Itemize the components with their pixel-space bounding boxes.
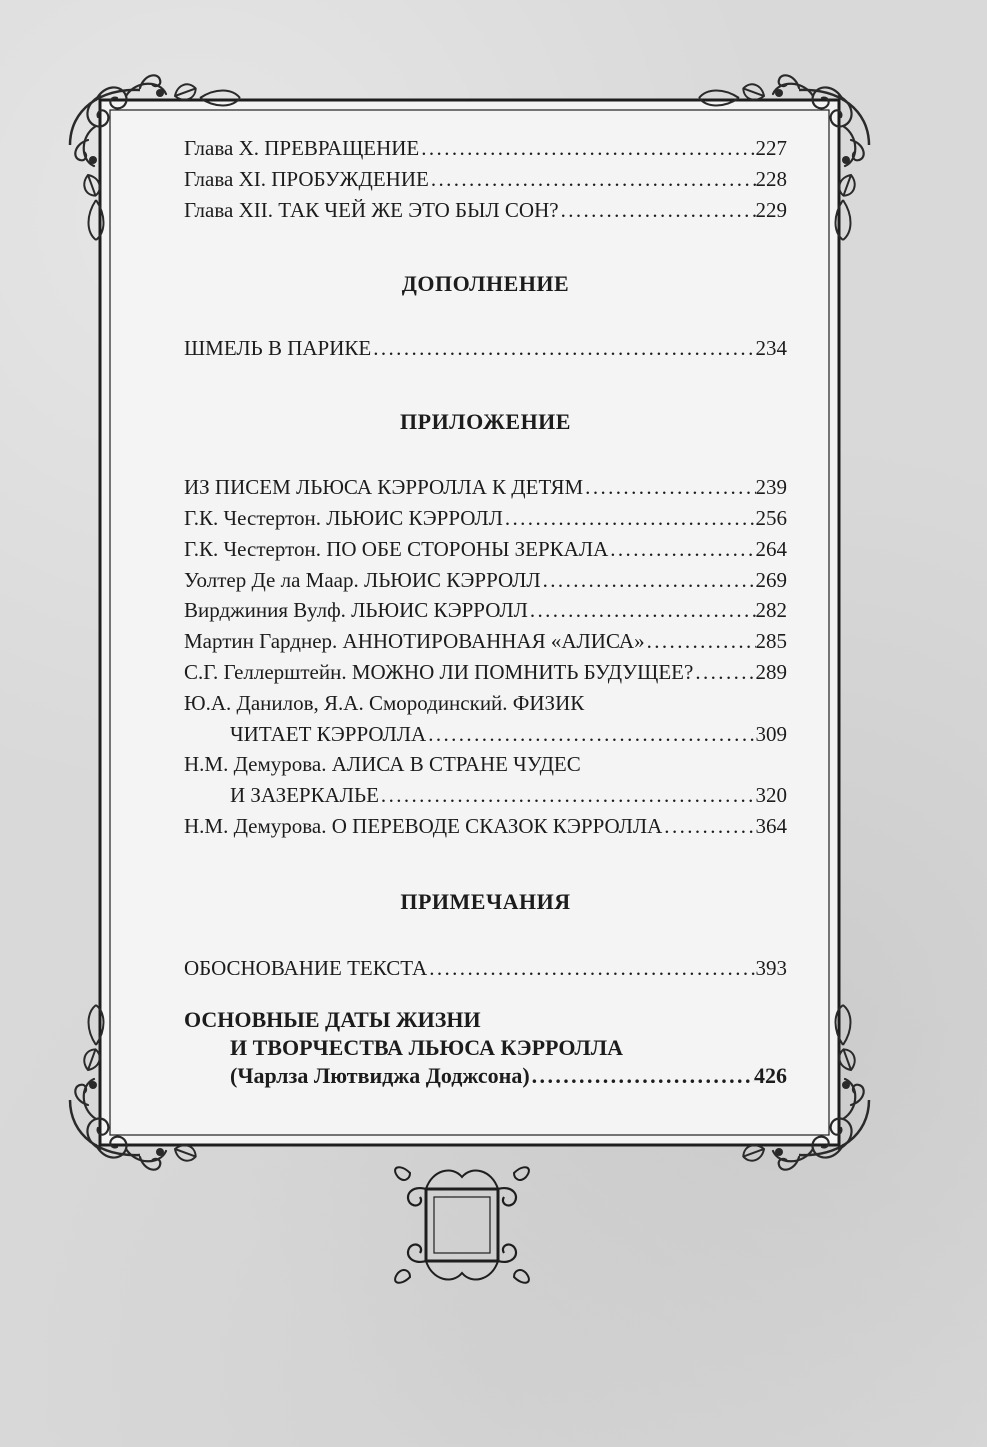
toc-leader-dots <box>419 133 755 164</box>
toc-page-number: 309 <box>755 721 787 746</box>
toc-page-number: 364 <box>755 813 787 838</box>
toc-entry-title-line1: Ю.А. Данилов, Я.А. Смородинский. ФИЗИК <box>184 690 585 715</box>
table-of-contents <box>184 133 787 1090</box>
toc-entry-title: Мартин Гарднер. АННОТИРОВАННАЯ «АЛИСА» <box>184 629 645 654</box>
section-heading-notes: ПРИМЕЧАНИЯ <box>400 888 571 914</box>
toc-entry-title: Глава XI. ПРОБУЖДЕНИЕ <box>184 166 429 191</box>
toc-entry-title: (Чарлза Лютвиджа Доджсона) <box>230 1062 530 1088</box>
toc-leader-dots <box>559 195 756 226</box>
toc-entry-title: И ЗАЗЕРКАЛЬЕ <box>230 783 379 808</box>
toc-page-number: 234 <box>755 336 787 361</box>
section-heading-supplement: ДОПОЛНЕНИЕ <box>401 271 570 297</box>
toc-page-number: 229 <box>755 197 787 222</box>
center-vignette-icon <box>395 1167 529 1283</box>
toc-entry-supplement[interactable] <box>184 333 787 364</box>
toc-page-number: 393 <box>755 955 787 980</box>
toc-page-number: 239 <box>755 475 787 500</box>
toc-page-number: 256 <box>755 505 787 530</box>
toc-leader-dots <box>379 780 756 811</box>
toc-leader-dots <box>693 657 755 688</box>
toc-leader-dots <box>608 534 755 565</box>
toc-entry-appendix-5[interactable] <box>184 595 787 626</box>
toc-entry-appendix-1[interactable] <box>184 472 787 503</box>
toc-leader-dots <box>541 565 756 596</box>
toc-entry-title-line2: И ТВОРЧЕСТВА ЛЬЮСА КЭРРОЛЛА <box>230 1034 624 1060</box>
toc-leader-dots <box>427 953 755 984</box>
toc-entry-title: Глава X. ПРЕВРАЩЕНИЕ <box>184 136 420 160</box>
toc-entry-title: ШМЕЛЬ В ПАРИКЕ <box>184 336 372 361</box>
toc-entry-dates[interactable] <box>184 1006 787 1090</box>
toc-entry-appendix-9[interactable] <box>184 749 787 811</box>
toc-leader-dots <box>528 595 756 626</box>
toc-page-number: 269 <box>755 567 787 592</box>
toc-entry-appendix-10[interactable] <box>184 811 787 842</box>
toc-leader-dots <box>371 333 755 364</box>
toc-entry-title: ЧИТАЕТ КЭРРОЛЛА <box>230 721 427 746</box>
toc-entry-appendix-8[interactable] <box>184 688 787 750</box>
toc-leader-dots <box>662 811 755 842</box>
toc-page-number: 426 <box>754 1062 787 1088</box>
toc-entry-chapter-12[interactable] <box>184 195 787 226</box>
toc-entry-appendix-7[interactable] <box>184 657 787 688</box>
toc-entry-title: Г.К. Честертон. ПО ОБЕ СТОРОНЫ ЗЕРКАЛА <box>184 536 609 561</box>
toc-entry-title: С.Г. Геллерштейн. МОЖНО ЛИ ПОМНИТЬ БУДУЩЕЕ? <box>184 659 694 684</box>
toc-page-number: 227 <box>755 136 787 160</box>
toc-page-number: 282 <box>755 598 787 623</box>
toc-entry-appendix-3[interactable] <box>184 534 787 565</box>
toc-page-number: 285 <box>755 629 787 654</box>
toc-page-number: 289 <box>755 659 787 684</box>
toc-entry-appendix-4[interactable] <box>184 565 787 596</box>
toc-entry-appendix-2[interactable] <box>184 503 787 534</box>
toc-entry-chapter-10[interactable] <box>184 133 787 164</box>
toc-entry-title: Н.М. Демурова. О ПЕРЕВОДЕ СКАЗОК КЭРРОЛЛА <box>184 813 663 838</box>
toc-entry-title: Глава XII. ТАК ЧЕЙ ЖЕ ЭТО БЫЛ СОН? <box>184 197 559 222</box>
toc-entry-appendix-6[interactable] <box>184 626 787 657</box>
toc-entry-title: ОБОСНОВАНИЕ ТЕКСТА <box>184 955 428 980</box>
toc-entry-title-line1: Н.М. Демурова. АЛИСА В СТРАНЕ ЧУДЕС <box>184 752 581 777</box>
toc-entry-title: Вирджиния Вулф. ЛЬЮИС КЭРРОЛЛ <box>184 598 528 623</box>
toc-leader-dots <box>426 719 755 750</box>
toc-leader-dots <box>503 503 756 534</box>
toc-page-number: 228 <box>755 166 787 191</box>
toc-leader-dots <box>583 472 755 503</box>
toc-entry-title: Г.К. Честертон. ЛЬЮИС КЭРРОЛЛ <box>184 505 503 530</box>
toc-page-number: 264 <box>755 536 787 561</box>
toc-entry-chapter-11[interactable] <box>184 164 787 195</box>
toc-leader-dots <box>530 1062 754 1090</box>
section-heading-appendix: ПРИЛОЖЕНИЕ <box>400 409 571 435</box>
toc-entry-title-line1: ОСНОВНЫЕ ДАТЫ ЖИЗНИ <box>184 1006 481 1032</box>
toc-entry-title: ИЗ ПИСЕМ ЛЬЮСА КЭРРОЛЛА К ДЕТЯМ <box>184 475 584 500</box>
toc-leader-dots <box>645 626 756 657</box>
toc-entry-notes[interactable] <box>184 953 787 984</box>
toc-leader-dots <box>429 164 756 195</box>
toc-entry-title: Уолтер Де ла Маар. ЛЬЮИС КЭРРОЛЛ <box>184 567 541 592</box>
toc-page-number: 320 <box>755 783 787 808</box>
